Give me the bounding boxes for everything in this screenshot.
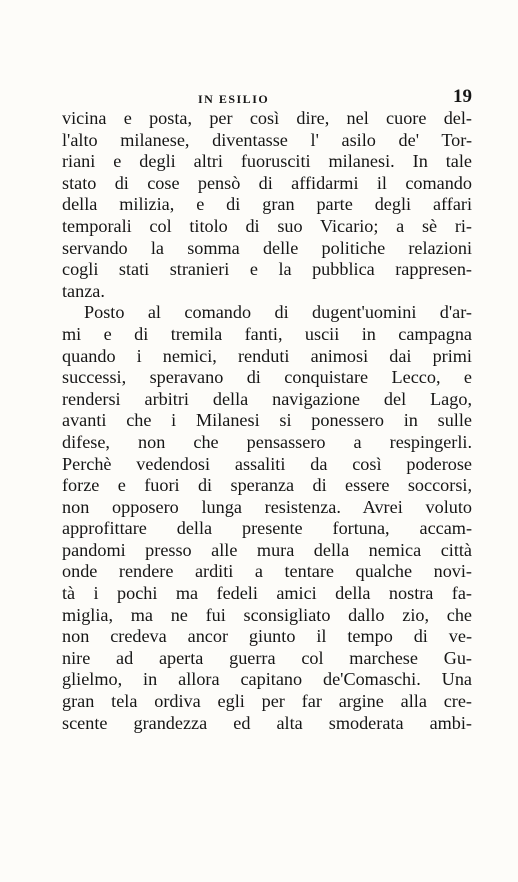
text-line: scente grandezza ed alta smoderata ambi- xyxy=(62,712,472,733)
text-line: tanza. xyxy=(62,280,105,301)
text-line: pandomi presso alle mura della nemica città xyxy=(62,539,472,560)
text-line: stato di cose pensò di affidarmi il comando xyxy=(62,172,472,193)
text-line: riani e degli altri fuorusciti milanesi. In tale xyxy=(62,151,472,172)
text-line: gran tela ordiva egli per far argine alla cre- xyxy=(62,691,472,712)
text-line: Posto al comando di dugent'uomini d'ar- xyxy=(84,302,472,323)
text-line: successi, speravano di conquistare Lecco, e xyxy=(62,367,472,388)
text-line: quando i nemici, renduti animosi dai primi xyxy=(62,345,472,366)
body-text xyxy=(62,108,472,734)
text-line: temporali col titolo di suo Vicario; a sè ri- xyxy=(62,215,472,236)
text-line: Perchè vedendosi assaliti da così poderose xyxy=(62,453,472,474)
text-line: miglia, ma ne fui sconsigliato dallo zio, che xyxy=(62,604,472,625)
paragraph xyxy=(62,108,472,302)
text-line: difese, non che pensassero a respingerli. xyxy=(62,431,472,452)
text-line: rendersi arbitri della navigazione del Lago, xyxy=(62,388,472,409)
text-line: l'alto milanese, diventasse l' asilo de' Tor- xyxy=(62,129,472,150)
text-line: nire ad aperta guerra col marchese Gu- xyxy=(62,647,472,668)
page-header xyxy=(60,86,472,108)
text-line: vicina e posta, per così dire, nel cuore del- xyxy=(62,108,472,128)
text-line: mi e di tremila fanti, uscii in campagna xyxy=(62,323,472,344)
paragraph xyxy=(62,302,472,734)
text-line: approfittare della presente fortuna, accam- xyxy=(62,518,472,539)
page-number: 19 xyxy=(453,86,472,107)
text-line: cogli stati stranieri e la pubblica rappresen- xyxy=(62,259,472,280)
text-line: della milizia, e di gran parte degli affari xyxy=(62,194,472,215)
text-line: glielmo, in allora capitano de'Comaschi. Una xyxy=(62,669,472,690)
text-line: tà i pochi ma fedeli amici della nostra fa- xyxy=(62,583,472,604)
text-line: servando la somma delle politiche relazioni xyxy=(62,237,472,258)
text-line: non opposero lunga resistenza. Avrei voluto xyxy=(62,496,472,517)
text-line: avanti che i Milanesi si ponessero in sulle xyxy=(62,410,472,431)
text-line: forze e fuori di speranza di essere soccorsi, xyxy=(62,475,472,496)
text-line: non credeva ancor giunto il tempo di ve- xyxy=(62,626,472,647)
running-title: IN ESILIO xyxy=(198,92,270,106)
text-line: onde rendere arditi a tentare qualche novi- xyxy=(62,561,472,582)
